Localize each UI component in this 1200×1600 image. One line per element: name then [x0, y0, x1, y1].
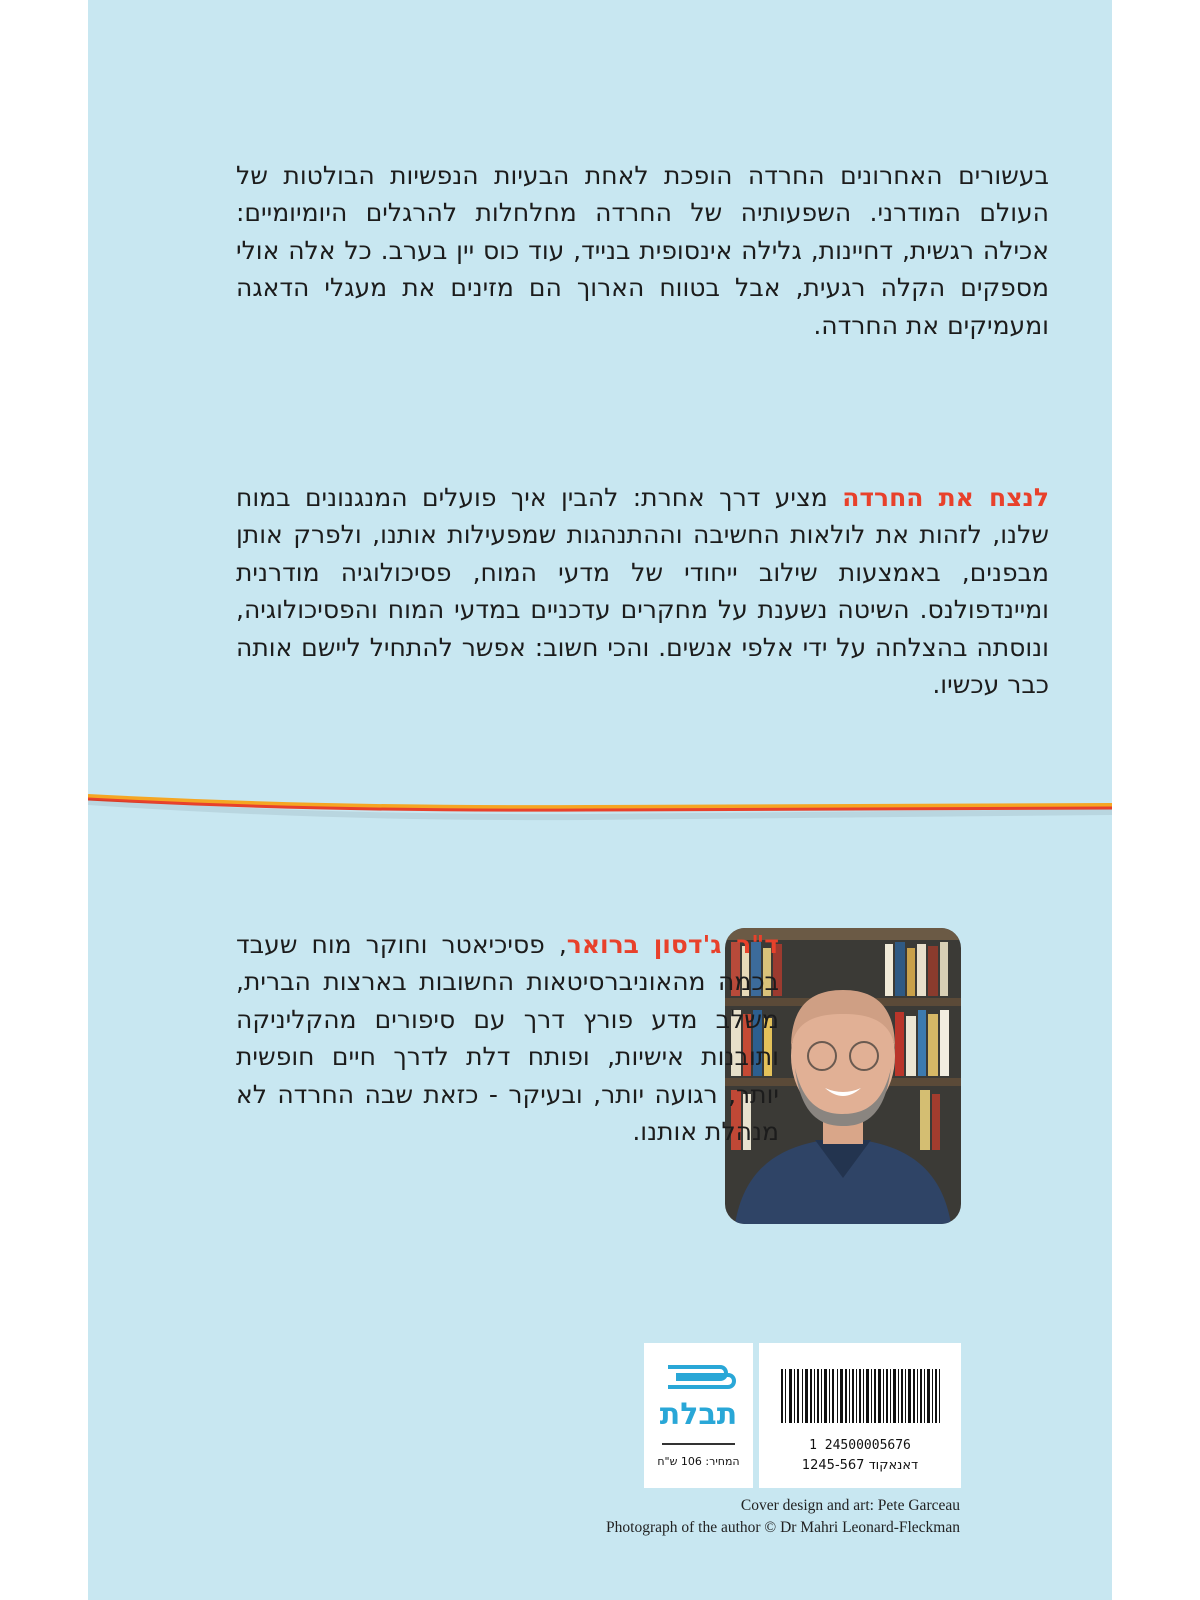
photo-credit: Photograph of the author © Dr Mahri Leonard-Fleckman [606, 1519, 960, 1536]
intro-paragraph [236, 157, 1049, 344]
publisher-logo-box [644, 1343, 753, 1488]
publisher-name: תבלת [659, 1397, 738, 1432]
author-paragraph [236, 926, 779, 1150]
cover-credit: Cover design and art: Pete Garceau [740, 1497, 960, 1514]
logo-divider [662, 1443, 735, 1445]
barcode-box [759, 1343, 961, 1488]
intro-text: בעשורים האחרונים החרדה הופכת לאחת הבעיות הנפשיות הבולטות של העולם המודרני. השפעותיה של החרדה מחלחלות להרגלים היומיומיים: אכילה רגשית, דחיינות, גלילה אינסופית בנייד, עוד כוס יין בערב. כל אלה אולי מספקים הקלה רגעית, אבל בטווח הארוך הם מזינים את מעגלי הדאגה ומעמיקים את החרדה. [236, 161, 1049, 340]
publisher-logo-icon [644, 1343, 753, 1403]
book-back-cover [88, 0, 1112, 1600]
book-title-highlight: לנצח את החרדה [842, 483, 1049, 512]
barcode-digits: 1 24500005676 [809, 1438, 911, 1453]
red-thread-divider [88, 790, 1112, 840]
credits [606, 1495, 960, 1539]
price-label: המחיר: 106 ש"ח [657, 1455, 740, 1468]
method-paragraph [236, 479, 1049, 703]
barcode-icon [759, 1343, 961, 1423]
barcode-code: דאנאקוד 1245-567 [801, 1458, 919, 1473]
method-text: מציע דרך אחרת: להבין איך פועלים המנגנונים במוח שלנו, לזהות את לולאות החשיבה וההתנהגות שמפעילות אותנו, ולפרק אותן מבפנים, באמצעות שילוב ייחודי של מדעי המוח, פסיכולוגיה מודרנית ומיינדפולנס. השיטה נשענת על מחקרים עדכניים במדעי המוח והפסיכולוגיה, ונוסתה בהצלחה על ידי אלפי אנשים. והכי חשוב: אפשר להתחיל ליישם אותה כבר עכשיו. [236, 483, 1049, 700]
author-name-highlight: ד"ר ג'דסון ברואר [566, 930, 779, 959]
author-bio: , פסיכיאטר וחוקר מוח שעבד בכמה מהאוניברסיטאות החשובות בארצות הברית, משלב מדע פורץ דרך עם סיפורים מהקליניקה ותובנות אישיות, ופותח דלת לדרך חיים חופשית יותר, רגועה יותר, ובעיקר - כזאת שבה החרדה לא מנהלת אותנו. [236, 930, 779, 1147]
